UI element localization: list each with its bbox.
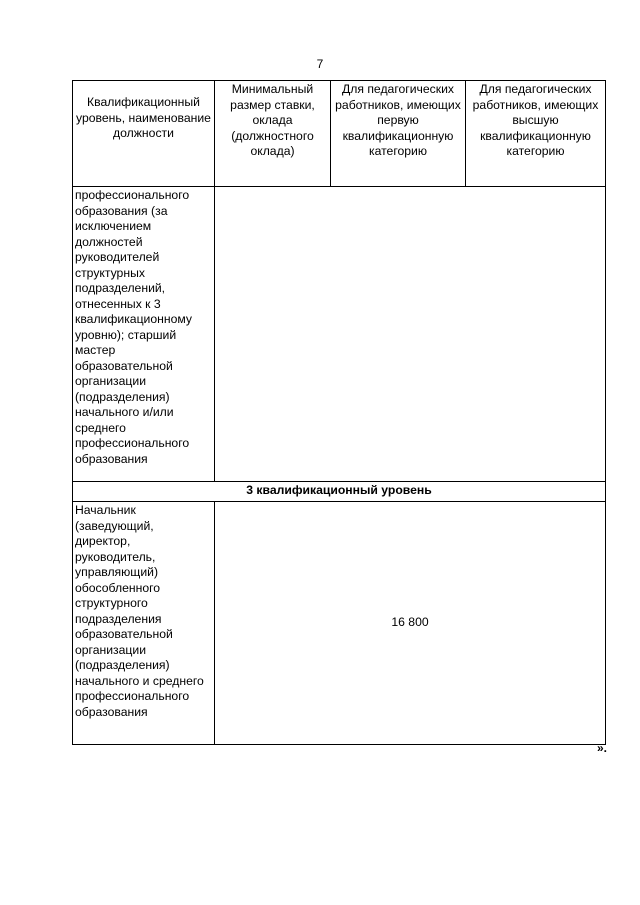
closing-quote-mark: ».: [597, 741, 608, 755]
page-number: 7: [316, 57, 324, 71]
header-position: Квалификационный уровень, наименование должности: [73, 81, 215, 187]
level-title: 3 квалификационный уровень: [73, 482, 606, 502]
header-first-category: Для педагогических работников, имеющих первую квалификационную категорию: [331, 81, 466, 187]
salary-cell: [215, 187, 606, 482]
level-row: [73, 482, 606, 502]
table-row: [73, 502, 606, 745]
header-highest-category: Для педагогических работников, имеющих высшую квалификационную категорию: [466, 81, 606, 187]
position-cell: Начальник (заведующий, директор, руководитель, управляющий) обособленного структурного подразделения образовательной организации (подразделения) начального и среднего профессионального образования: [73, 502, 215, 745]
table-row: [73, 187, 606, 482]
table-header-row: [73, 81, 606, 187]
position-cell: профессионального образования (за исключением должностей руководителей структурных подразделений, отнесенных к 3 квалификационному уровню); старший мастер образовательной организации (подразделения) начального и/или среднего профессионального образования: [73, 187, 215, 482]
qualification-table: [72, 80, 606, 745]
header-min-salary: Минимальный размер ставки, оклада (должностного оклада): [215, 81, 331, 187]
salary-cell: 16 800: [215, 502, 606, 745]
